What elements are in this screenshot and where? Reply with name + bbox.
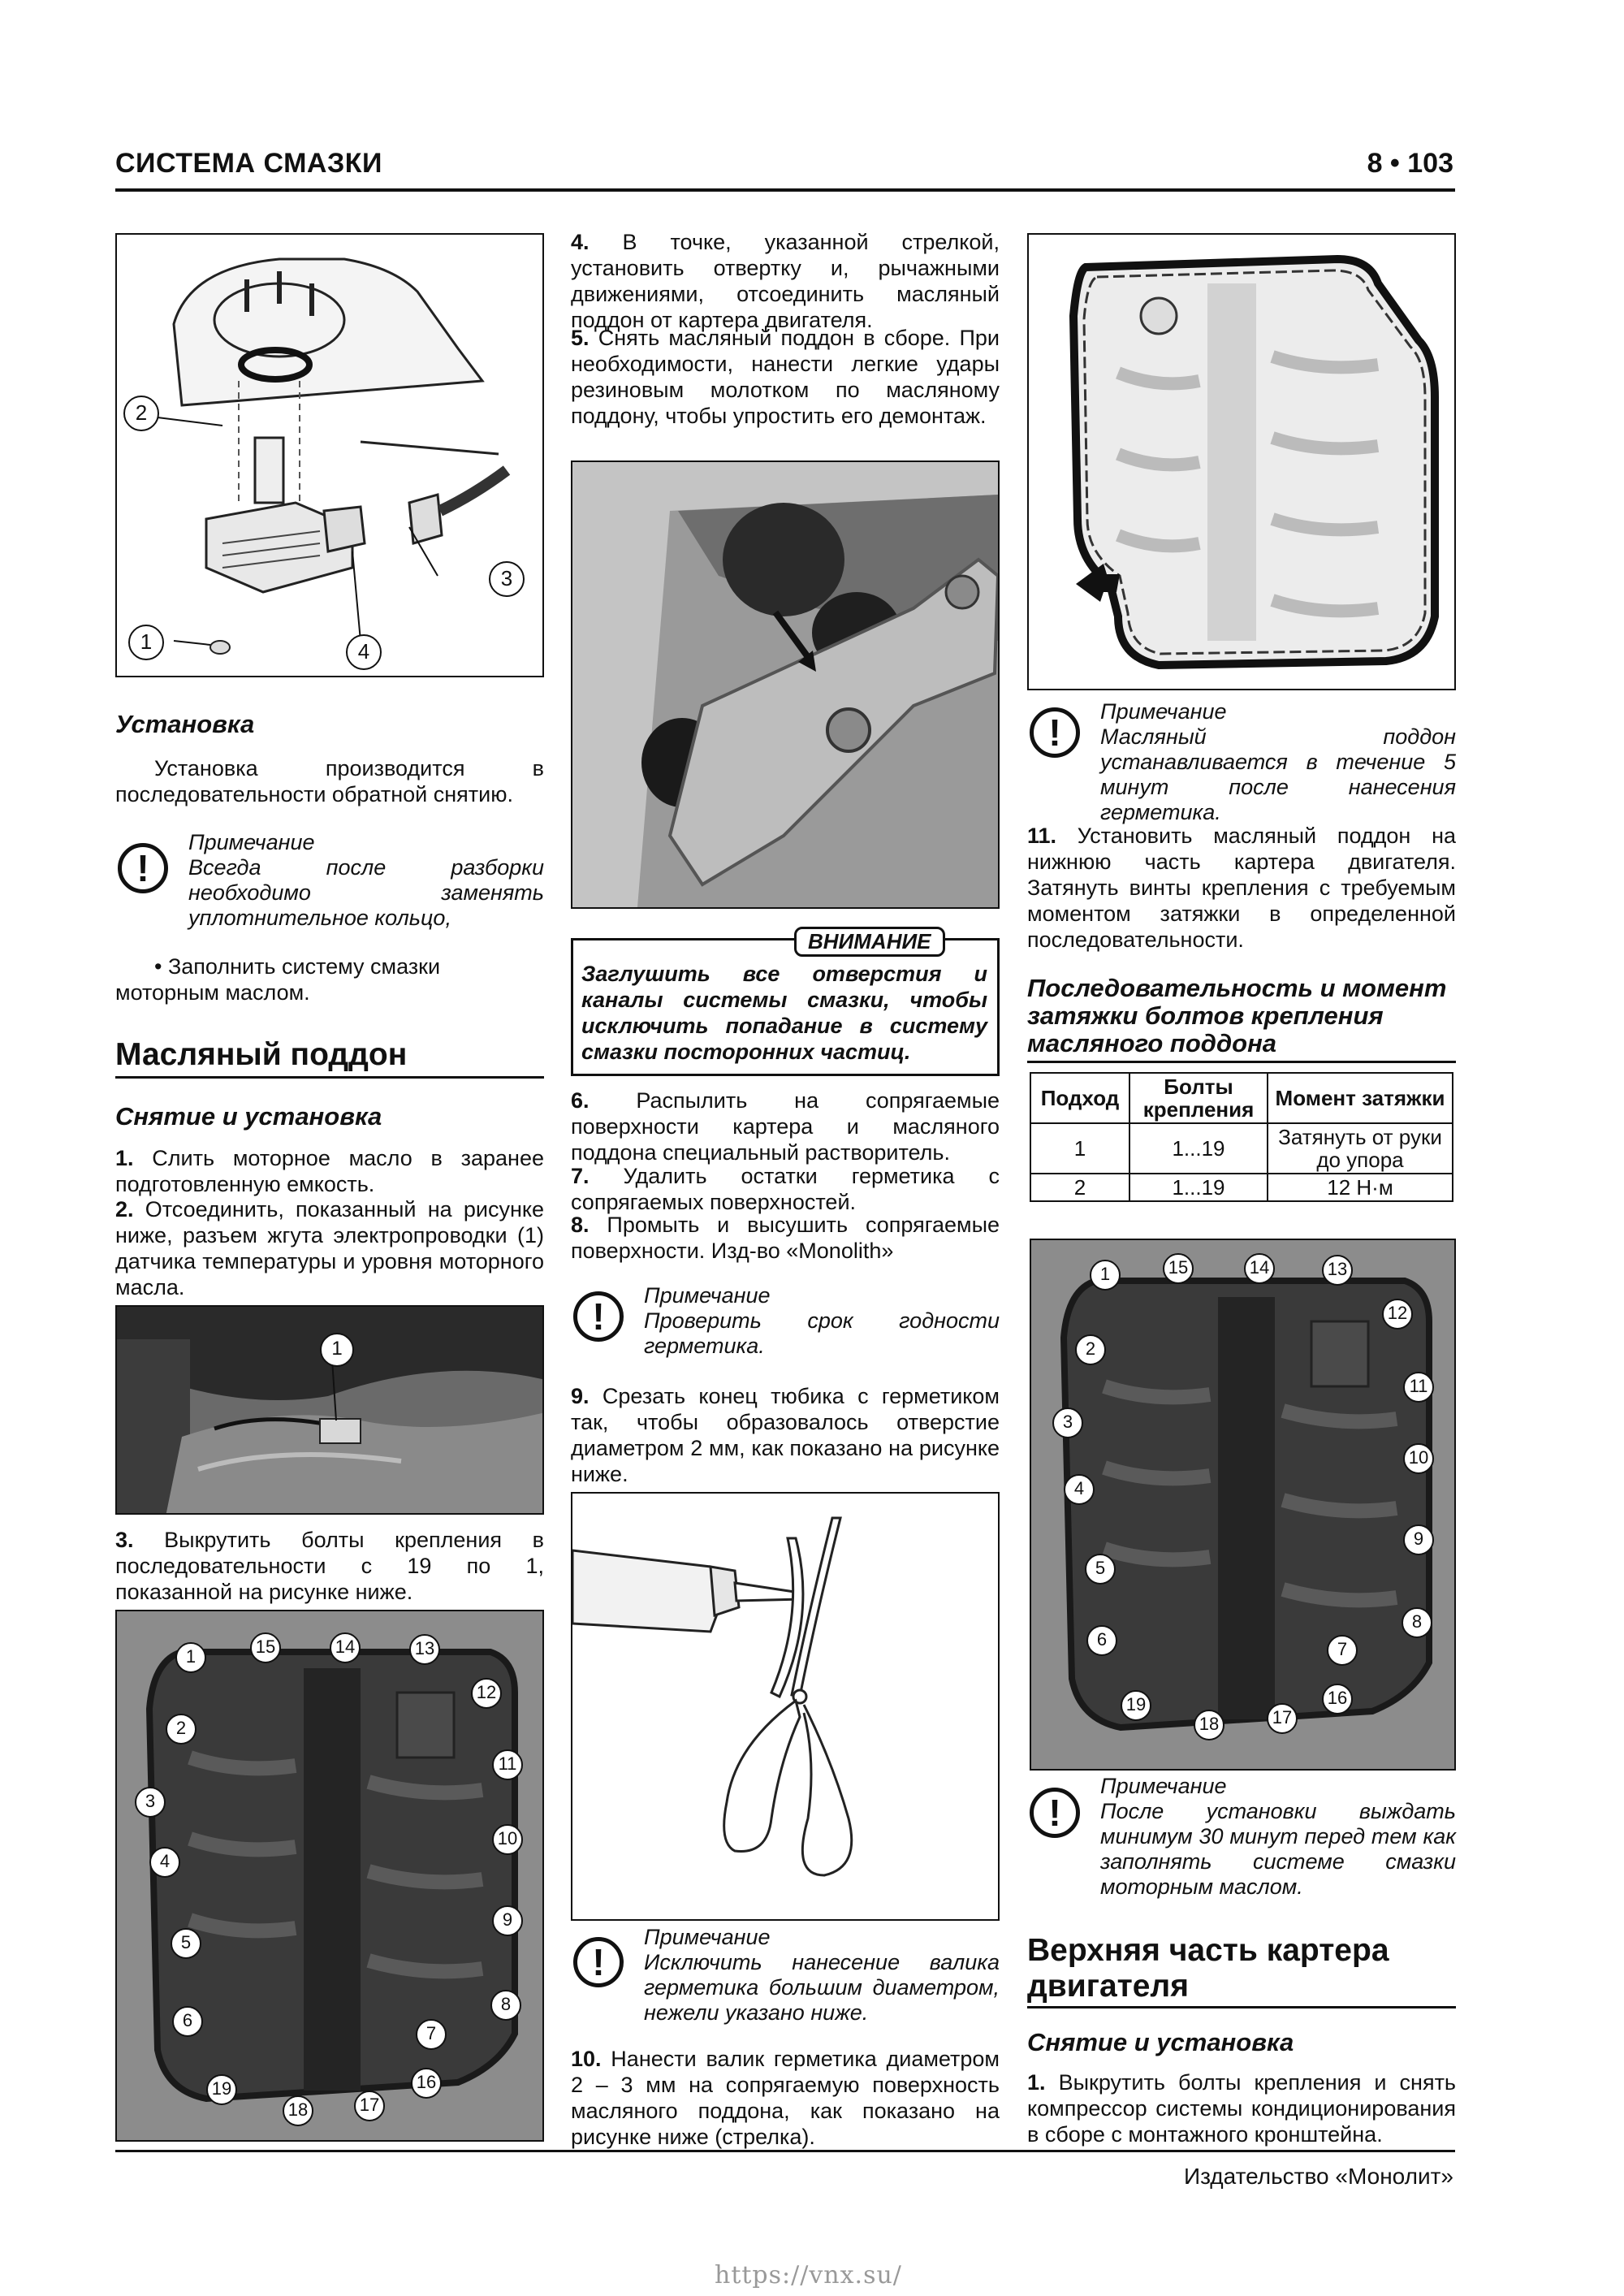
bolt-9: 9 (492, 1905, 523, 1936)
table-cell: 1...19 (1129, 1123, 1268, 1174)
bolt-6: 6 (172, 2006, 203, 2037)
step-3: 3. Выкрутить болты крепления в последовательности с 19 по 1, показанной на рисунке ниже. (115, 1528, 544, 1604)
bolt-8: 8 (490, 1990, 521, 2021)
bolt-4: 4 (1064, 1474, 1095, 1505)
bolt-4: 4 (149, 1847, 180, 1878)
bolt-19: 19 (206, 2074, 237, 2105)
step-11: 11. Установить масляный поддон на нижнюю часть картера двигателя. Затянуть винты крепления с требуемым моментом затяжки в определенной последовательности. (1027, 824, 1456, 952)
step-8: 8. Промыть и высушить сопрягаемые поверхности. Изд-во «Monolith» (571, 1213, 1000, 1263)
heading-removal-install: Снятие и установка (115, 1102, 382, 1131)
footer-rule (115, 2150, 1455, 2152)
bolt-3: 3 (1052, 1407, 1083, 1438)
col-header-pass: Подход (1030, 1073, 1129, 1123)
callout-connector-1: 1 (320, 1333, 354, 1367)
pry-point-drawing (572, 462, 998, 907)
step-4: 4. В точке, указанной стрелкой, установить отвертку и, рычажными движениями, отсоединить масляный поддон от картера двигателя. (571, 230, 1000, 332)
bolt-1: 1 (1090, 1260, 1121, 1291)
table-cell: 1...19 (1129, 1174, 1268, 1201)
bolt-12: 12 (1382, 1299, 1413, 1330)
bolt-13: 13 (1322, 1255, 1353, 1286)
step-10: 10. Нанести валик герметика диаметром 2 – 3 мм на сопрягаемую поверхность масляного поддона, как показано на рисунке ниже (стрелка). (571, 2047, 1000, 2149)
table-cell: Затянуть от руки до упора (1268, 1123, 1453, 1174)
bolt-3: 3 (135, 1787, 166, 1818)
bolt-15: 15 (1163, 1253, 1194, 1284)
heading-upper-crankcase: Верхняя часть картера двигателя (1027, 1933, 1389, 2004)
bolt-2: 2 (1075, 1334, 1106, 1365)
heading-oil-pan: Масляный поддон (115, 1037, 408, 1072)
heading-upper-removal: Снятие и установка (1027, 2028, 1294, 2056)
bolt-13: 13 (409, 1634, 440, 1665)
figure-bolt-removal-sequence (115, 1610, 544, 2142)
bolt-7: 7 (416, 2019, 447, 2050)
figure-sealant-bead (1027, 233, 1456, 690)
bolt-18: 18 (283, 2095, 313, 2126)
heading-oil-pan-rule (115, 1076, 544, 1079)
step-6: 6. Распылить на сопрягаемые поверхности картера и масляного поддона специальный растворитель. (571, 1088, 1000, 1165)
bullet-fill-oil: • Заполнить систему смазки моторным маслом. (115, 954, 441, 1005)
bolt-11: 11 (492, 1749, 523, 1780)
running-header-section: СИСТЕМА СМАЗКИ (115, 148, 382, 179)
heading-seq-rule (1027, 1061, 1456, 1063)
torque-table-header (1030, 1073, 1453, 1123)
col-header-bolts: Болты крепления (1129, 1073, 1268, 1123)
table-cell: 2 (1030, 1174, 1129, 1201)
figure-connector-photo (115, 1305, 544, 1515)
bolt-14: 14 (1244, 1253, 1275, 1284)
callout-1: 1 (128, 625, 164, 660)
warning-exclamation-icon: ! (573, 1291, 624, 1342)
warning-exclamation-icon: ! (1030, 707, 1080, 758)
step-1: 1. Слить моторное масло в заранее подготовленную емкость. (115, 1146, 544, 1196)
col-header-torque: Момент затяжки (1268, 1073, 1453, 1123)
warning-label: ВНИМАНИЕ (794, 927, 945, 957)
bolt-17: 17 (354, 2091, 385, 2121)
bolt-7: 7 (1327, 1635, 1358, 1666)
bolt-1: 1 (175, 1642, 206, 1673)
step-9: 9. Срезать конец тюбика с герметиком так, чтобы образовалось отверстие диаметром 2 мм, как показано на рисунке ниже. (571, 1384, 1000, 1486)
warning-exclamation-icon: ! (118, 843, 168, 893)
figure-bolt-tightening-sequence (1030, 1239, 1456, 1771)
warning-text: Заглушить все отверстия и каналы системы смазки, чтобы исключить попадание в систему смазки посторонних частиц. (581, 962, 987, 1064)
note-label: Примечание (1100, 699, 1227, 724)
bolt-2: 2 (166, 1714, 197, 1745)
figure-pry-point-photo (571, 460, 1000, 909)
table-row (1030, 1174, 1453, 1201)
bolt-14: 14 (330, 1632, 361, 1663)
figure-cut-tube (571, 1492, 1000, 1921)
callout-2: 2 (123, 396, 159, 431)
bolt-6: 6 (1086, 1625, 1117, 1656)
bolt-8: 8 (1402, 1607, 1432, 1638)
bolt-12: 12 (471, 1678, 502, 1709)
step-2: 2. Отсоединить, показанный на рисунке ниже, разъем жгута электропроводки (1) датчика температуры и уровня моторного масла. (115, 1197, 544, 1299)
callout-3: 3 (489, 561, 525, 597)
publisher-credit: Издательство «Монолит» (1183, 2164, 1453, 2189)
bolt-10: 10 (1403, 1443, 1434, 1474)
page-number: 8 • 103 (1367, 148, 1453, 179)
note-text: Исключить нанесение валика герметика большим диаметром, нежели указано ниже. (644, 1950, 1000, 2025)
bolt-9: 9 (1403, 1524, 1434, 1555)
torque-table (1030, 1072, 1453, 1202)
warning-exclamation-icon: ! (1030, 1788, 1080, 1838)
sealant-pan-drawing (1029, 235, 1454, 689)
note-text: После установки выждать минимум 30 минут перед тем как заполнять системе смазки моторным маслом. (1100, 1799, 1456, 1899)
note-label: Примечание (188, 830, 315, 854)
bolt-10: 10 (492, 1824, 523, 1855)
table-row (1030, 1123, 1453, 1174)
note-text: Проверить срок годности герметика. (644, 1308, 1000, 1358)
bolt-5: 5 (1085, 1554, 1116, 1585)
step-7: 7. Удалить остатки герметика с сопрягаемых поверхностей. (571, 1164, 1000, 1214)
bolt-18: 18 (1194, 1710, 1224, 1740)
bolt-11: 11 (1403, 1372, 1434, 1403)
heading-installation: Установка (115, 710, 255, 738)
install-text: Установка производится в последовательности обратной снятию. (115, 756, 544, 806)
watermark-url[interactable]: https://vnx.su/ (715, 2261, 902, 2290)
table-cell: 12 Н·м (1268, 1174, 1453, 1201)
callout-4: 4 (346, 634, 382, 670)
bolt-15: 15 (250, 1632, 281, 1663)
table-cell: 1 (1030, 1123, 1129, 1174)
note-text: Всегда после разборки необходимо заменять уплотнительное кольцо, (188, 855, 544, 930)
bolt-19: 19 (1121, 1690, 1151, 1721)
warning-exclamation-icon: ! (573, 1937, 624, 1987)
note-text: Масляный поддон устанавливается в течение 5 минут после нанесения герметика. (1100, 724, 1456, 824)
step-upper-1: 1. Выкрутить болты крепления и снять компрессор системы кондиционирования в сборе с монтажного кронштейна. (1027, 2070, 1456, 2147)
bolt-17: 17 (1267, 1703, 1298, 1734)
step-5: 5. Снять масляный поддон в сборе. При необходимости, нанести легкие удары резиновым молотком по масляному поддону, чтобы упростить его демонтаж. (571, 326, 1000, 428)
sensor-drawing (117, 235, 542, 676)
bolt-16: 16 (411, 2068, 442, 2099)
scissors-drawing (572, 1494, 998, 1919)
note-label: Примечание (644, 1283, 771, 1308)
note-label: Примечание (644, 1925, 771, 1949)
bolt-16: 16 (1322, 1684, 1353, 1714)
header-rule (115, 188, 1455, 192)
note-label: Примечание (1100, 1774, 1227, 1798)
bolt-5: 5 (171, 1928, 201, 1959)
heading-upper-rule (1027, 2006, 1456, 2008)
heading-tightening-sequence: Последовательность и момент затяжки болтов крепления масляного поддона (1027, 974, 1447, 1057)
figure-oil-level-sensor (115, 233, 544, 677)
